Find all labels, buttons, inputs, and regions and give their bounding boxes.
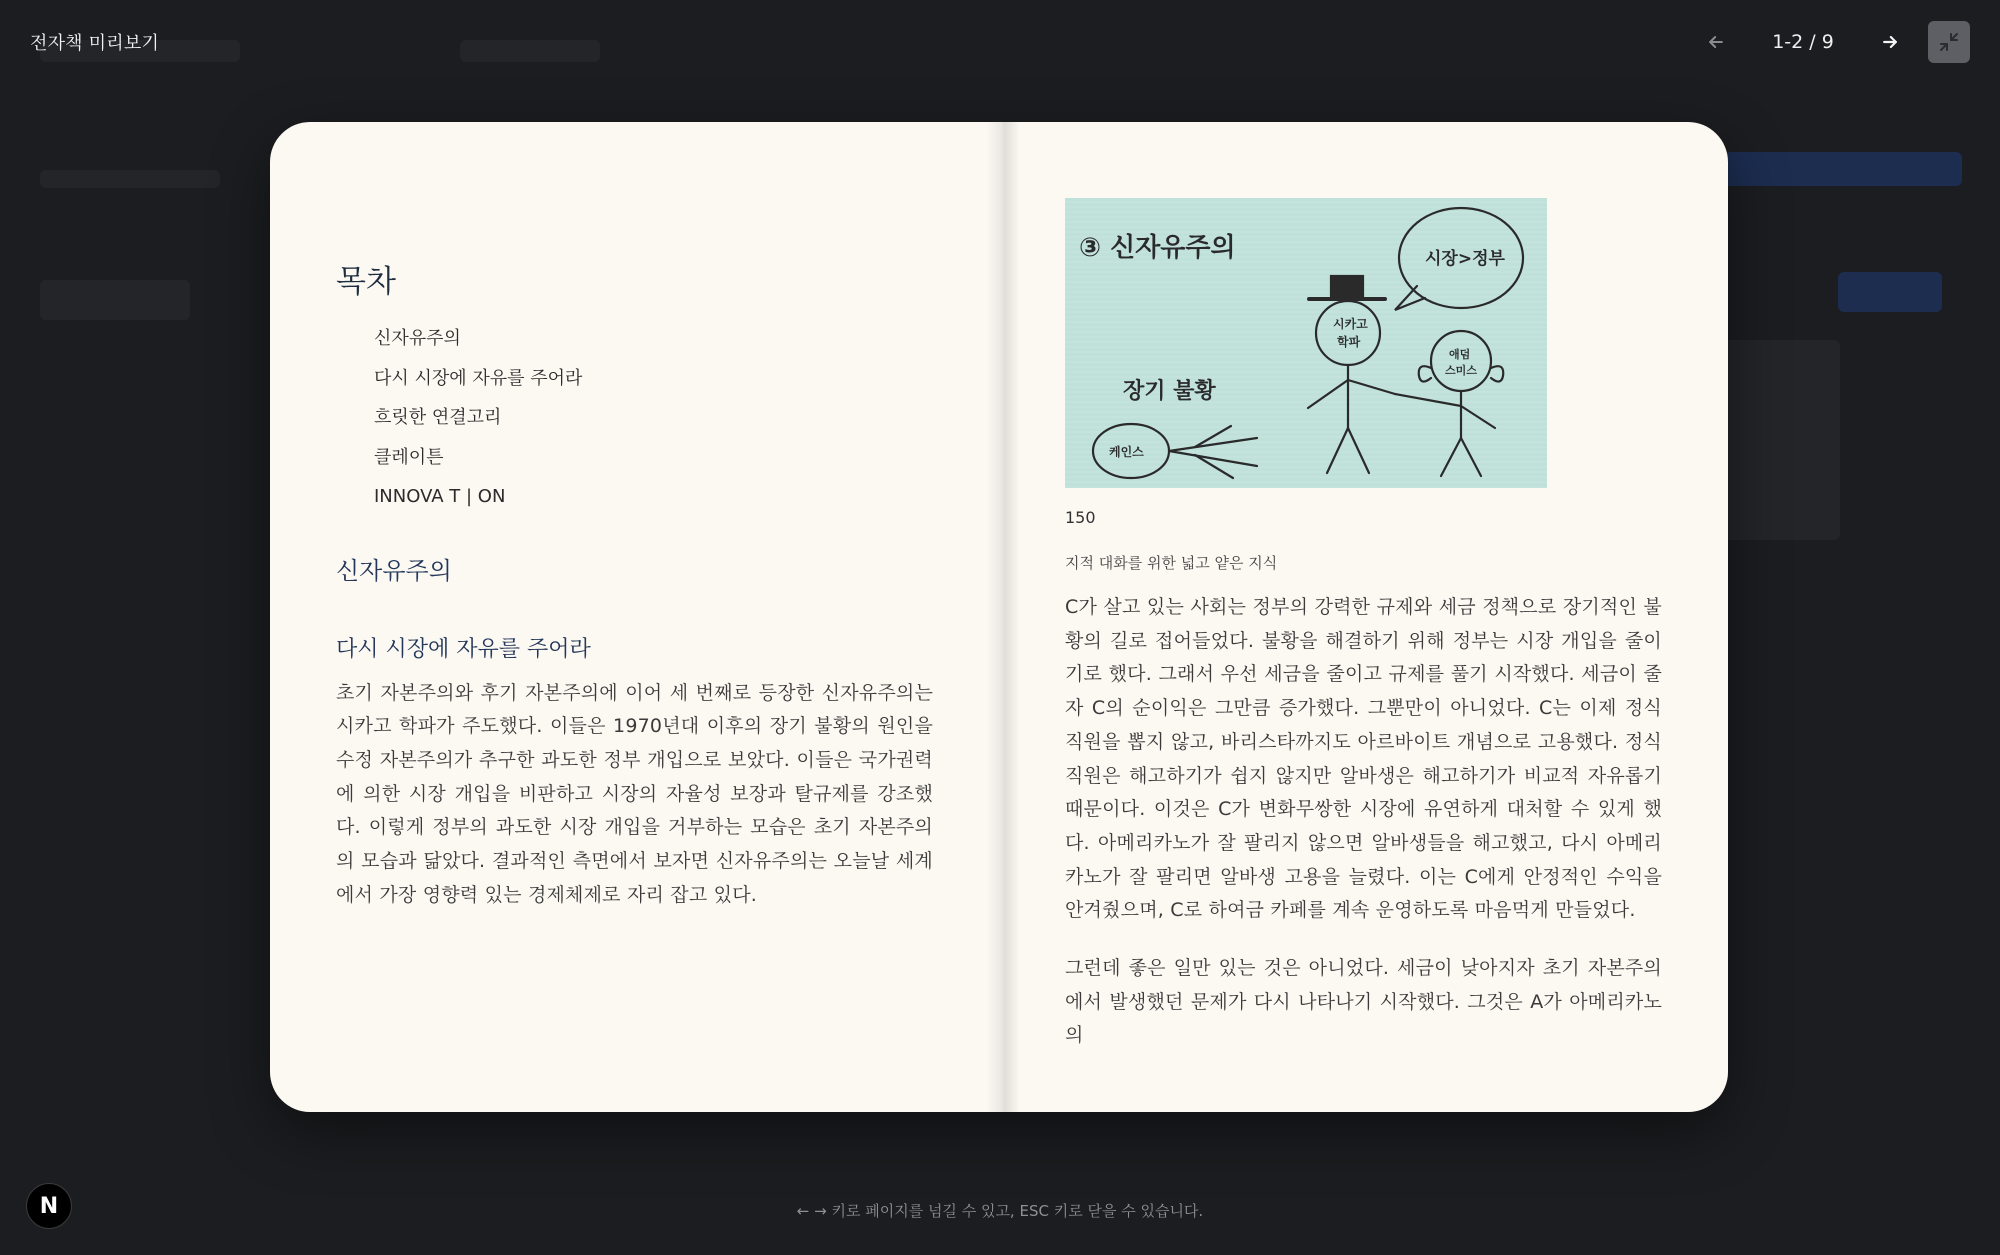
next-page-button[interactable] (1868, 20, 1912, 64)
ebook-spread (270, 122, 1728, 1112)
neoliberalism-illustration (1065, 198, 1547, 488)
toc-item[interactable]: 신자유주의 (374, 328, 461, 349)
subsection-heading: 다시 시장에 자유를 주어라 (336, 636, 591, 662)
illustration-drawing (1065, 198, 1547, 488)
toc-list (336, 319, 933, 517)
page-navigation (1694, 20, 1970, 64)
viewer-header (0, 0, 2000, 84)
body-paragraph: 그런데 좋은 일만 있는 것은 아니었다. 세금이 낮아지자 초기 자본주의에서 발생했던 문제가 다시 나타나기 시작했다. 그것은 A가 아메리카노의 (1065, 957, 1662, 1047)
figure-speech-label: 시장>정부 (1425, 249, 1505, 269)
left-page (270, 122, 999, 1112)
figure-head-label-top: 애덤 (1449, 348, 1471, 361)
figure-keynes-label: 케인스 (1109, 445, 1144, 459)
toc-title: 목차 (336, 264, 396, 300)
arrow-left-icon (1706, 32, 1726, 52)
exit-fullscreen-button[interactable] (1928, 21, 1970, 63)
figure-head-label-bottom: 학파 (1337, 335, 1361, 349)
section-heading: 신자유주의 (336, 556, 452, 585)
toc-item[interactable]: 다시 시장에 자유를 주어라 (374, 367, 583, 389)
figure-head-label-bottom: 스미스 (1445, 364, 1477, 377)
arrow-right-icon (1880, 32, 1900, 52)
running-head: 지적 대화를 위한 넓고 얕은 지식 (1065, 554, 1278, 572)
right-page (999, 122, 1728, 1112)
figure-recession-label: 장기 불황 (1123, 379, 1216, 404)
keyboard-hint: ← → 키로 페이지를 넘길 수 있고, ESC 키로 닫을 수 있습니다. (796, 1202, 1204, 1220)
toc-item[interactable]: INNOVA T | ON (374, 486, 506, 507)
body-paragraph: 초기 자본주의와 후기 자본주의에 이어 세 번째로 등장한 신자유주의는 시카고 학파가 주도했다. 이들은 1970년대 이후의 장기 불황의 원인을 수정 자본주의가 추구한 과도한 정부 개입으로 보았다. 이들은 국가권력에 의한 시장 개입을 비판하고 시장의 자율성 보장과 탈규제를 강조했다. 이렇게 정부의 과도한 시장 개입을 거부하는 모습은 초기 자본주의의 모습과 닮았다. 결과적인 측면에서 보자면 신자유주의는 오늘날 세계에서 가장 영향력 있는 경제체제로 자리 잡고 있다. (336, 681, 933, 906)
toc-item[interactable]: 흐릿한 연결고리 (374, 407, 502, 428)
previous-page-button[interactable] (1694, 20, 1738, 64)
viewer-title: 전자책 미리보기 (30, 33, 160, 54)
figure-head-label-top: 시카고 (1333, 317, 1368, 331)
minimize-icon (1937, 30, 1961, 54)
body-paragraph: C가 살고 있는 사회는 정부의 강력한 규제와 세금 정책으로 장기적인 불황의 길로 접어들었다. 불황을 해결하기 위해 정부는 시장 개입을 줄이기로 했다. 그래서 우선 세금을 줄이고 규제를 풀기 시작했다. 세금이 줄자 C의 순이익은 그만큼 증가했다. 그뿐만이 아니었다. C는 이제 정식 직원을 뽑지 않고, 바리스타까지도 아르바이트 개념으로 고용했다. 정식 직원은 해고하기가 쉽지 않지만 알바생은 해고하기가 비교적 자유롭기 때문이다. 이것은 C가 변화무쌍한 시장에 유연하게 대처할 수 있게 했다. 아메리카노가 잘 팔리지 않으면 알바생들을 해고했고, 다시 아메리카노가 잘 팔리면 알바생 고용을 늘렸다. 이는 C에게 안정적인 수익을 안겨줬으며, C로 하여금 카페를 계속 운영하도록 마음먹게 만들었다. (1065, 596, 1662, 922)
page-indicator: 1-2 / 9 (1772, 31, 1834, 53)
n-logo-button[interactable]: N (26, 1183, 72, 1229)
toc-item[interactable]: 클레이튼 (374, 446, 444, 468)
page-number: 150 (1065, 508, 1096, 527)
figure-title: ③ 신자유주의 (1079, 233, 1236, 263)
